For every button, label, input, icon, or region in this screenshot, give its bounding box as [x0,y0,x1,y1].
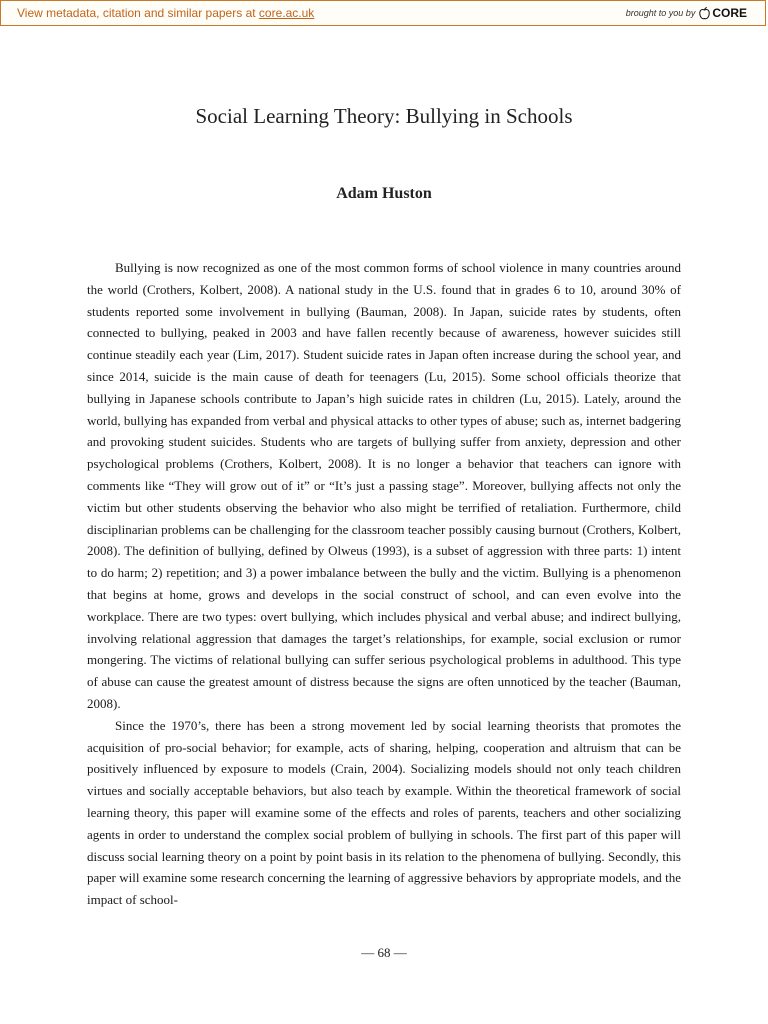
body-paragraph-2: Since the 1970’s, there has been a strong movement led by social learning theorists that promotes the acquisition of pro-social behavior; for example, acts of sharing, helping, cooperation and altruism that can be positively influenced by exposure to models (Crain, 2004). Socializing models should not only teach children virtues and socially acceptable behaviors, but also teach by example. Within the theoretical framework of social learning theory, this paper will examine some of the effects and roles of parents, teachers and other socializing agents in order to understand the complex social problem of bullying in schools. The first part of this paper will discuss social learning theory on a point by point basis in its relation to the phenomena of bullying. Secondly, this paper will examine some research concerning the learning of aggressive behaviors by appropriate models, and the impact of school- [87,717,681,908]
core-link[interactable]: core.ac.uk [258,6,315,20]
paper-body [87,257,681,911]
paper-author: Adam Huston [336,185,432,202]
paper-title: Social Learning Theory: Bullying in Schools [195,104,573,128]
core-banner [0,0,766,26]
page-number: — 68 — [361,945,407,960]
core-logo [699,6,747,20]
brought-to-you-text: brought to you by [625,8,696,18]
core-brand-label: CORE [712,6,747,20]
core-branding[interactable] [626,6,747,20]
core-metadata-text [17,6,314,20]
core-apple-icon [699,7,710,20]
body-paragraph-1: Bullying is now recognized as one of the most common forms of school violence in many countries around the world (Crothers, Kolbert, 2008). A national study in the U.S. found that in grades 6 to 10, around 30% of students reported some involvement in bullying (Bauman, 2008). In Japan, suicide rates by students, often connected to bullying, peaked in 2003 and have fallen recently because of awareness, however suicides still continue steadily each year (Lim, 2017). Student suicide rates in Japan often increase during the school year, and since 2014, suicide is the main cause of death for teenagers (Lu, 2015). Some school officials theorize that bullying in Japanese schools contribute to Japan’s high suicide rates in children (Lu, 2015). Lately, around the world, bullying has expanded from verbal and physical attacks to other types of abuse; such as, internet badgering and provoking student suicides. Students who are targets of bullying suffer from anxiety, depression and other psychological problems (Crothers, Kolbert, 2008). It is no longer a behavior that teachers can ignore with comments like “They will grow out of it” or “It’s just a passing stage”. Moreover, bullying affects not only the victim but other students observing the behavior who also might be terrified of retaliation. Furthermore, child disciplinarian problems can be challenging for the classroom teacher possibly causing burnout (Crothers, Kolbert, 2008). The definition of bullying, defined by Olweus (1993), is a subset of aggression with three parts: 1) intent to do harm; 2) repetition; and 3) a power imbalance between the bully and the victim. Bullying is a phenomenon that begins at home, grows and develops in the social construct of school, and can even evolve into the workplace. There are two types: overt bullying, which includes physical and verbal abuse; and indirect bullying, involving relational aggression that damages the target’s relationships, for example, social exclusion or rumor mongering. The victims of relational bullying can suffer serious psychological problems in adulthood. This type of abuse can cause the greatest amount of distress because the signs are often unnoticed by the teacher (Bauman, 2008). [87,260,681,711]
core-metadata-prefix: View metadata, citation and similar papers at [17,6,259,20]
